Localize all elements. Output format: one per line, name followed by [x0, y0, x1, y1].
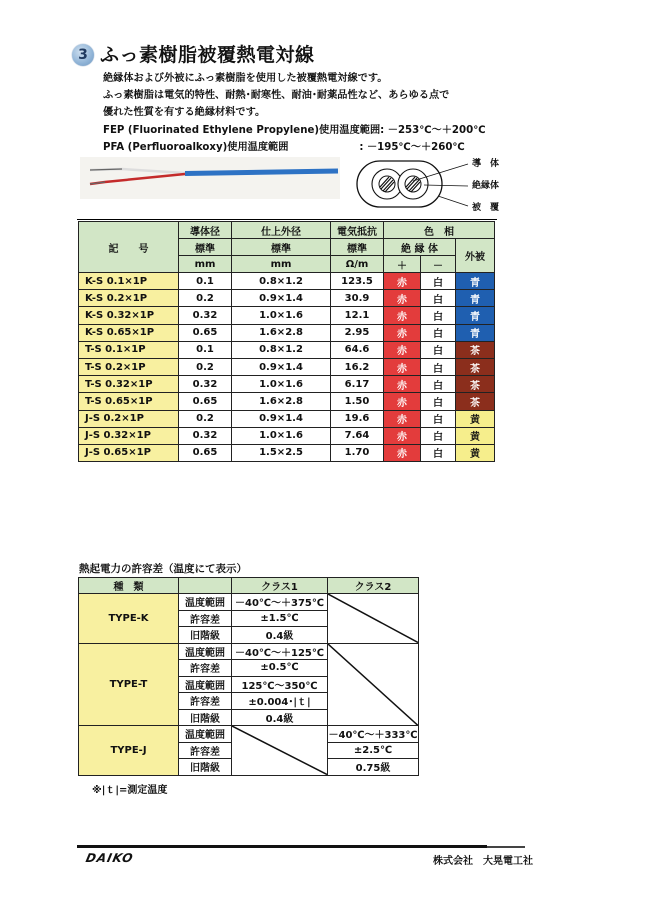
class2-value: 0.75級 [328, 759, 419, 776]
conductor-dia-cell: 0.1 [179, 273, 232, 290]
plus-color-cell: 赤 [384, 307, 421, 324]
code-cell: K-S 0.32×1P [79, 307, 179, 324]
company-logo: DAIKO [84, 851, 135, 865]
outer-dia-cell: 0.8×1.2 [232, 273, 331, 290]
class2-value: －40℃～＋333℃ [328, 726, 419, 743]
footer-rule-end [487, 846, 525, 848]
resistance-cell: 123.5 [331, 273, 384, 290]
footer-rule [77, 845, 487, 848]
code-cell: J-S 0.32×1P [79, 427, 179, 444]
label-conductor: 導 体 [472, 159, 500, 169]
minus-color-cell: 白 [421, 393, 456, 410]
class2-not-applicable [328, 594, 419, 644]
outer-dia-cell: 0.9×1.4 [232, 290, 331, 307]
minus-color-cell: 白 [421, 273, 456, 290]
sheath-color-cell: 青 [456, 273, 495, 290]
code-cell: K-S 0.65×1P [79, 324, 179, 341]
resistance-cell: 2.95 [331, 324, 384, 341]
minus-color-cell: 白 [421, 290, 456, 307]
table-row [79, 358, 495, 375]
code-cell: K-S 0.2×1P [79, 290, 179, 307]
row-label: 旧階級 [179, 709, 232, 726]
header-color: 色 相 [384, 222, 495, 239]
conductor-dia-cell: 0.2 [179, 290, 232, 307]
row-label: 温度範囲 [179, 643, 232, 660]
conductor-dia-cell: 0.32 [179, 376, 232, 393]
sheath-color-cell: 黄 [456, 444, 495, 461]
outer-dia-cell: 1.5×2.5 [232, 444, 331, 461]
row-label: 許容差 [179, 693, 232, 710]
resistance-cell: 12.1 [331, 307, 384, 324]
table-row [79, 273, 495, 290]
outer-dia-cell: 1.6×2.8 [232, 324, 331, 341]
row-label: 温度範囲 [179, 726, 232, 743]
table-row [79, 290, 495, 307]
class1-value: ±0.5℃ [232, 660, 328, 677]
conductor-dia-cell: 0.2 [179, 410, 232, 427]
conductor-dia-cell: 0.65 [179, 444, 232, 461]
plus-color-cell: 赤 [384, 376, 421, 393]
code-cell: J-S 0.65×1P [79, 444, 179, 461]
header-resistance: 電気抵抗 [331, 222, 384, 239]
cable-image-icon [80, 157, 340, 199]
minus-color-cell: 白 [421, 410, 456, 427]
outer-dia-cell: 1.6×2.8 [232, 393, 331, 410]
outer-dia-cell: 1.0×1.6 [232, 376, 331, 393]
sheath-color-cell: 青 [456, 324, 495, 341]
type-k: TYPE-K [79, 594, 179, 644]
code-cell: T-S 0.1×1P [79, 341, 179, 358]
conductor-dia-cell: 0.2 [179, 358, 232, 375]
table-row [79, 393, 495, 410]
row-label: 許容差 [179, 610, 232, 627]
table-row [79, 324, 495, 341]
header-minus: － [421, 256, 456, 273]
class1-value: ±0.004･|ｔ| [232, 693, 328, 710]
row-label: 温度範囲 [179, 676, 232, 693]
class2-not-applicable [328, 643, 419, 726]
code-cell: T-S 0.32×1P [79, 376, 179, 393]
intro-line: PFA (Perfluoroalkoxy)使用温度範囲 : －195℃～＋260℃ [103, 141, 465, 153]
intro-line: ふっ素樹脂は電気的特性、耐熱･耐寒性、耐油･耐薬品性など、あらゆる点で [103, 90, 450, 102]
sheath-color-cell: 茶 [456, 358, 495, 375]
minus-color-cell: 白 [421, 376, 456, 393]
conductor-dia-cell: 0.65 [179, 393, 232, 410]
header-conductor-dia-std: 標準 [179, 239, 232, 256]
plus-color-cell: 赤 [384, 393, 421, 410]
cross-section-diagram [350, 156, 530, 216]
sheath-color-cell: 黄 [456, 427, 495, 444]
plus-color-cell: 赤 [384, 341, 421, 358]
row-label: 旧階級 [179, 627, 232, 644]
code-cell: T-S 0.2×1P [79, 358, 179, 375]
plus-color-cell: 赤 [384, 290, 421, 307]
header-plus: ＋ [384, 256, 421, 273]
header-class1: クラス1 [232, 578, 328, 594]
sheath-color-cell: 茶 [456, 341, 495, 358]
minus-color-cell: 白 [421, 324, 456, 341]
header-resistance-unit: Ω/m [331, 256, 384, 273]
conductor-dia-cell: 0.32 [179, 427, 232, 444]
class1-value: 125℃～350℃ [232, 676, 328, 693]
resistance-cell: 6.17 [331, 376, 384, 393]
row-label: 旧階級 [179, 759, 232, 776]
minus-color-cell: 白 [421, 358, 456, 375]
minus-color-cell: 白 [421, 307, 456, 324]
cable-photo [80, 157, 340, 199]
code-cell: T-S 0.65×1P [79, 393, 179, 410]
sheath-color-cell: 茶 [456, 376, 495, 393]
class1-not-applicable [232, 726, 328, 776]
diagonal-line-icon [232, 726, 327, 775]
plus-color-cell: 赤 [384, 358, 421, 375]
type-j: TYPE-J [79, 726, 179, 776]
intro-line: FEP (Fluorinated Ethylene Propylene)使用温度範囲: －253℃～＋200℃ [103, 124, 486, 136]
tolerance-caption: 熱起電力の許容差（温度にて表示） [79, 563, 247, 575]
table-row [79, 307, 495, 324]
class1-value: 0.4級 [232, 709, 328, 726]
header-outer-dia: 仕上外径 [232, 222, 331, 239]
label-sheath: 被 覆 [472, 203, 500, 213]
outer-dia-cell: 1.0×1.6 [232, 307, 331, 324]
header-conductor-dia: 導体径 [179, 222, 232, 239]
divider [77, 219, 497, 220]
minus-color-cell: 白 [421, 341, 456, 358]
outer-dia-cell: 0.9×1.4 [232, 410, 331, 427]
class2-value: ±2.5℃ [328, 742, 419, 759]
header-code: 記 号 [79, 222, 179, 273]
sheath-color-cell: 黄 [456, 410, 495, 427]
conductor-dia-cell: 0.65 [179, 324, 232, 341]
header-class2: クラス2 [328, 578, 419, 594]
minus-color-cell: 白 [421, 427, 456, 444]
table-row [79, 444, 495, 461]
plus-color-cell: 赤 [384, 273, 421, 290]
footnote: ※|ｔ|=測定温度 [92, 785, 168, 796]
section-number-badge: 3 [72, 44, 94, 66]
resistance-cell: 1.70 [331, 444, 384, 461]
resistance-cell: 16.2 [331, 358, 384, 375]
spec-table [78, 221, 495, 462]
sheath-color-cell: 青 [456, 290, 495, 307]
header-sheath: 外被 [456, 239, 495, 273]
section-title: ふっ素樹脂被覆熱電対線 [100, 44, 315, 66]
intro-line: 絶縁体および外被にふっ素樹脂を使用した被覆熱電対線です。 [103, 73, 388, 84]
header-type: 種 類 [79, 578, 179, 594]
outer-dia-cell: 1.0×1.6 [232, 427, 331, 444]
header-insulation: 絶 縁 体 [384, 239, 456, 256]
code-cell: J-S 0.2×1P [79, 410, 179, 427]
class1-value: 0.4級 [232, 627, 328, 644]
sheath-color-cell: 茶 [456, 393, 495, 410]
plus-color-cell: 赤 [384, 410, 421, 427]
class1-value: －40℃～＋375℃ [232, 594, 328, 611]
tolerance-table [78, 577, 419, 776]
conductor-dia-cell: 0.1 [179, 341, 232, 358]
diagonal-line-icon [328, 644, 418, 726]
plus-color-cell: 赤 [384, 324, 421, 341]
row-label: 許容差 [179, 660, 232, 677]
table-row [79, 427, 495, 444]
row-label: 許容差 [179, 742, 232, 759]
resistance-cell: 7.64 [331, 427, 384, 444]
outer-dia-cell: 0.8×1.2 [232, 341, 331, 358]
intro-line: 優れた性質を有する絶縁材料です。 [103, 107, 266, 119]
sheath-color-cell: 青 [456, 307, 495, 324]
resistance-cell: 1.50 [331, 393, 384, 410]
outer-dia-cell: 0.9×1.4 [232, 358, 331, 375]
resistance-cell: 64.6 [331, 341, 384, 358]
table-row [79, 376, 495, 393]
label-insulation: 絶縁体 [472, 181, 500, 191]
class1-value: ±1.5℃ [232, 610, 328, 627]
type-t: TYPE-T [79, 643, 179, 726]
header-outer-dia-std: 標準 [232, 239, 331, 256]
table-row [79, 341, 495, 358]
header-resistance-std: 標準 [331, 239, 384, 256]
class1-value: －40℃～＋125℃ [232, 643, 328, 660]
table-row [79, 410, 495, 427]
plus-color-cell: 赤 [384, 444, 421, 461]
resistance-cell: 19.6 [331, 410, 384, 427]
cable-cross-section-icon [350, 156, 530, 216]
header-conductor-dia-unit: mm [179, 256, 232, 273]
resistance-cell: 30.9 [331, 290, 384, 307]
minus-color-cell: 白 [421, 444, 456, 461]
diagonal-line-icon [328, 594, 418, 643]
code-cell: K-S 0.1×1P [79, 273, 179, 290]
header-outer-dia-unit: mm [232, 256, 331, 273]
plus-color-cell: 赤 [384, 427, 421, 444]
header-blank [179, 578, 232, 594]
company-name: 株式会社 大晃電工社 [433, 856, 533, 867]
conductor-dia-cell: 0.32 [179, 307, 232, 324]
row-label: 温度範囲 [179, 594, 232, 611]
